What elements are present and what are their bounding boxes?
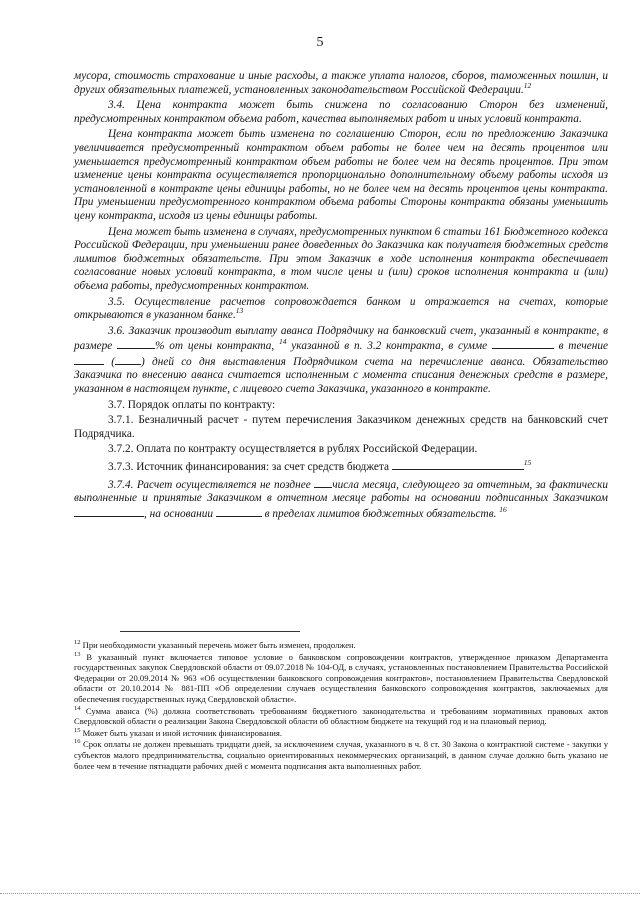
paragraph-3-7-2: 3.7.2. Оплата по контракту осуществляется в рублях Российской Федерации. — [108, 443, 478, 456]
footnotes — [74, 631, 608, 772]
payment-day-blank — [314, 477, 332, 488]
scan-edge-line — [0, 893, 640, 894]
paragraph-3-6: 3.6. Заказчик производит выплату аванса Подрядчику на банковский счет, указанный в контракте, в размере % от цены контракта, $^{14}$ указанной в п. 3.2 контракта, в сумме в течение ( ) дней со дня выставления Подрядчиком счета на перечисление аванса. Обязательство Заказчика по внесению аванса считается исполненным с момента списания денежных средств в размере, указанном в настоящем пункте, с лицевого счета Заказчика, указанного в контракте. — [74, 324, 608, 396]
footnote-ref: 13 — [235, 306, 244, 316]
advance-sum-blank — [492, 338, 554, 349]
days-number-blank — [74, 354, 104, 365]
page-number: 5 — [316, 35, 324, 50]
paragraph-price-budget: Цена может быть изменена в случаях, предусмотренных пунктом 6 статьи 161 Бюджетного кодекса Российской Федерации, при уменьшении ранее доведенных до Заказчика как получателя бюджетных средств лимитов бюджетных обязательств. При этом Заказчик в ходе исполнения контракта обеспечивает согласование новых условий контракта, в том числе цены и (или) сроков исполнения контракта и (или) объема работы, предусмотренных контрактом. — [74, 225, 608, 292]
paragraph-3-7: 3.7. Порядок оплаты по контракту: — [108, 398, 276, 411]
days-words-blank — [115, 354, 141, 365]
footnote-13: $^{13}$ В указанный пункт включается типовое условие о банковском сопровождении контрактов, утвержденное приказом Департамента государственных закупок Свердловской области от 09.07.2018 № 104-ОД, в случаях, установленных постановлением Правительства Российской Федерации от 20.09.2014 № 963 «Об осуществлении банковского сопровождения контрактов», постановлением Правительства Свердловской области от 20.10.2014 № 881-ПП «Об определении случаев осуществления банковского сопровождения контрактов, заключаемых для обеспечения государственных нужд Свердловской области». — [74, 650, 608, 704]
advance-percent-blank — [117, 338, 155, 349]
footnote-ref: 16 — [499, 505, 507, 515]
footnote-ref: 15 — [523, 458, 532, 468]
footnote-ref: 14 — [279, 337, 287, 347]
paragraph-3-7-3: 3.7.3. Источник финансирования: за счет средств бюджета $^{15}$ — [108, 458, 532, 474]
paragraph-price-change: Цена контракта может быть изменена по соглашению Сторон, если по предложению Заказчика увеличивается предусмотренный контрактом объем работы не более чем на десять процентов или уменьшается предусмотренный контрактом объем работы не более чем на десять процентов. При этом изменение цены контракта осуществляется пропорционально дополнительному объему работы исходя из установленной в контракте цены единицы работы, но не более чем на десять процентов цены контракта. При уменьшении предусмотренного контрактом объема работы Стороны контракта обязаны уменьшить цену контракта, исходя из цены единицы работы. — [74, 128, 608, 222]
budget-source-blank — [392, 459, 524, 470]
footnote-14: $^{14}$ Сумма аванса (%) должна соответствовать требованиям бюджетного законодательства и требованиям нормативных правовых актов Свердловской области о реализации Закона Свердловской области об областном бюджете на текущий год и на плановый период. — [74, 704, 608, 727]
footnote-12: $^{12}$ При необходимости указанный перечень может быть изменен, продолжен. — [74, 639, 356, 650]
paragraph-3-7-1: 3.7.1. Безналичный расчет - путем перечисления Заказчиком денежных средств на банковский счет Подрядчика. — [74, 414, 608, 440]
footnote-15: $^{15}$ Может быть указан и иной источник финансирования. — [74, 726, 282, 738]
basis-document-blank — [216, 506, 262, 517]
paragraph-costs: мусора, стоимость страхование и иные расходы, а также уплата налогов, сборов, таможенных пошлин, и других обязательных платежей, установленных законодательством Российской Федерации.$^{12}$ — [74, 70, 608, 96]
footnote-ref: 12 — [523, 80, 532, 90]
contract-text — [74, 70, 608, 523]
footnote-16: $^{16}$ Срок оплаты не должен превышать тридцати дней, за исключением случая, указанного в ч. 8 ст. 30 Закона о контрактной системе - закупки у субъектов малого предпринимательства, социально ориентированных некоммерческих организаций, в данном случае должно быть указано не более чем в течение пятнадцати рабочих дней с момента подписания акта выполненных работ. — [74, 738, 608, 771]
paragraph-3-5: 3.5. Осуществление расчетов сопровождается банком и отражается на счетах, которые открываются в указанном банке.$^{13}$ — [74, 295, 608, 322]
paragraph-3-7-4: 3.7.4. Расчет осуществляется не позднее числа месяца, следующего за отчетным, за фактически выполненные и принятые Заказчиком в отчетном месяце работы на основании подписанных Заказчиком , на основании в пределах лимитов бюджетных обязательств. $^{16}$ — [74, 478, 609, 520]
footnote-divider — [120, 631, 300, 632]
paragraph-3-4: 3.4. Цена контракта может быть снижена по согласованию Сторон без изменений, предусмотренных контрактом объема работ, качества выполняемых работ и иных условий контракта. — [74, 99, 608, 125]
signed-document-blank — [74, 506, 144, 517]
